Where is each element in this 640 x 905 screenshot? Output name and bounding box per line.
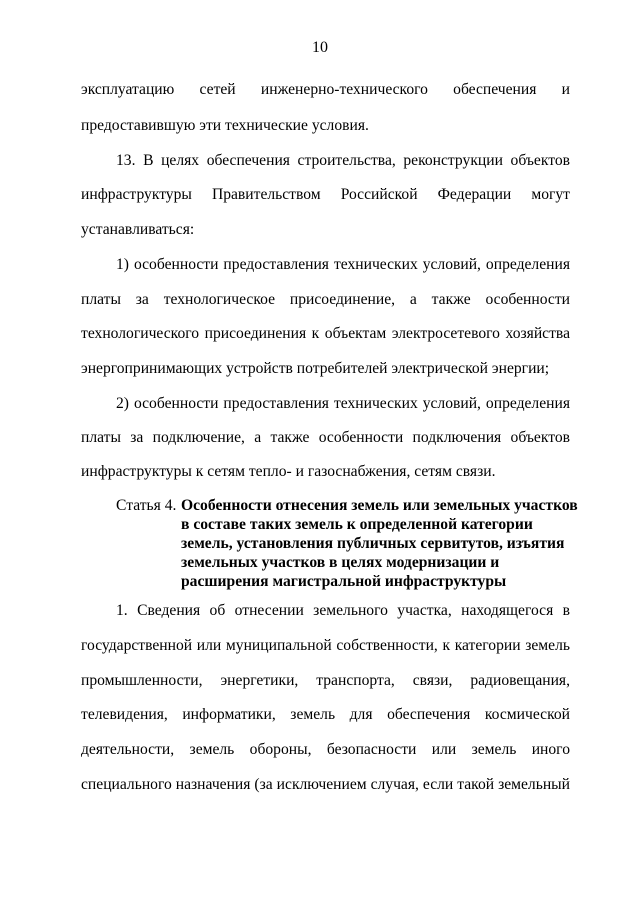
article-title-line: земельных участков в целях модернизации и xyxy=(181,554,500,571)
text-line: платы за технологическое присоединение, а также особенности xyxy=(81,291,570,308)
text-line: инфраструктуры к сетям тепло- и газоснабжения, сетям связи. xyxy=(81,463,496,480)
text-line: 1. Сведения об отнесении земельного участка, находящегося в xyxy=(116,602,570,619)
page-number: 10 xyxy=(312,39,328,56)
text-line: инфраструктуры Правительством Российской Федерации могут xyxy=(81,186,570,203)
text-line: технологического присоединения к объектам электросетевого хозяйства xyxy=(81,325,570,342)
text-line: энергопринимающих устройств потребителей электрической энергии; xyxy=(81,360,550,377)
text-line: 13. В целях обеспечения строительства, реконструкции объектов xyxy=(116,152,570,169)
text-line: 2) особенности предоставления технических условий, определения xyxy=(116,395,570,412)
text-line: предоставившую эти технические условия. xyxy=(81,117,369,134)
article-title-line: Особенности отнесения земель или земельных участков xyxy=(181,497,578,514)
text-line: устанавливаться: xyxy=(81,221,195,238)
article-title-line: расширения магистральной инфраструктуры xyxy=(181,573,507,590)
article-title-line: в составе таких земель к определенной категории xyxy=(181,516,533,533)
article-number: Статья 4. xyxy=(116,497,177,514)
text-line: эксплуатацию сетей инженерно-технического обеспечения и xyxy=(81,81,570,98)
article-title-line: земель, установления публичных сервитутов, изъятия xyxy=(181,535,565,552)
text-line: промышленности, энергетики, транспорта, связи, радиовещания, xyxy=(81,672,570,689)
text-line: 1) особенности предоставления технических условий, определения xyxy=(116,256,570,273)
text-line: специального назначения (за исключением случая, если такой земельный xyxy=(81,776,570,793)
text-line: телевидения, информатики, земель для обеспечения космической xyxy=(81,706,570,723)
text-line: деятельности, земель обороны, безопасности или земель иного xyxy=(81,741,570,758)
text-line: платы за подключение, а также особенности подключения объектов xyxy=(81,429,570,446)
article-title xyxy=(181,496,576,591)
text-line: государственной или муниципальной собственности, к категории земель xyxy=(81,637,570,654)
